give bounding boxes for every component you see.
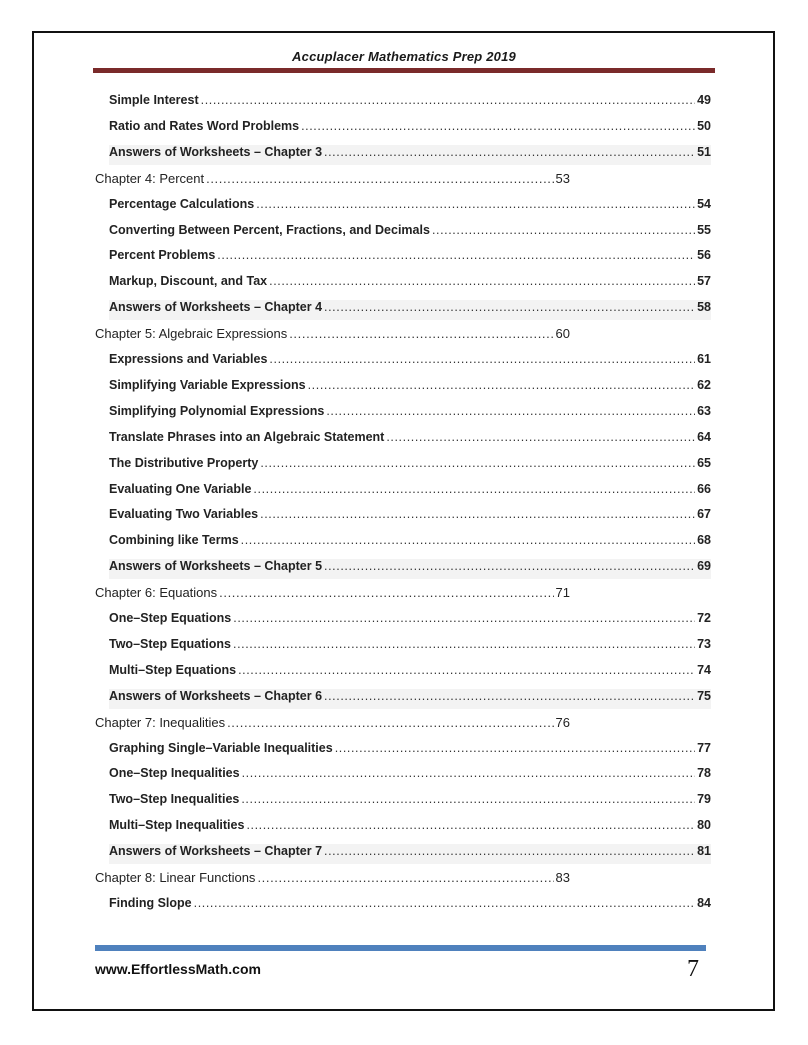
toc-page-number: 84 [697,896,711,910]
toc-title: Answers of Worksheets – Chapter 6 [109,689,323,703]
toc-title: Converting Between Percent, Fractions, and Decimals [109,223,430,237]
toc-entry-row[interactable] [109,300,711,320]
toc-dot-leader [269,274,695,288]
toc-dot-leader [246,818,695,832]
toc-title: Translate Phrases into an Algebraic Statement [109,430,385,444]
toc-title: Answers of Worksheets – Chapter 5 [109,559,323,573]
toc-title: Simplifying Variable Expressions [109,378,306,392]
toc-chapter-row[interactable] [95,715,570,735]
toc-page-number: 83 [555,870,570,885]
toc-title: Chapter 5: Algebraic Expressions [95,326,288,341]
toc-chapter-row[interactable] [95,585,570,605]
toc-entry-row[interactable] [109,404,711,424]
toc-page-number: 61 [697,352,711,366]
toc-dot-leader [242,766,696,780]
toc-dot-leader [219,585,553,600]
toc-dot-leader [227,715,553,730]
toc-dot-leader [201,93,695,107]
toc-page-number: 60 [555,326,570,341]
toc-dot-leader [301,119,695,133]
toc-title: One–Step Inequalities [109,766,240,780]
toc-entry-row[interactable] [109,507,711,527]
toc-title: One–Step Equations [109,611,232,625]
toc-entry-row[interactable] [109,533,711,553]
toc-dot-leader [324,559,695,573]
toc-title: Graphing Single–Variable Inequalities [109,741,333,755]
toc-dot-leader [324,145,695,159]
toc-entry-row[interactable] [109,378,711,398]
toc-dot-leader [241,792,695,806]
toc-entry-row[interactable] [109,430,711,450]
toc-title: Evaluating Two Variables [109,507,259,521]
toc-page-number: 62 [697,378,711,392]
toc-dot-leader [241,533,695,547]
toc-title: Multi–Step Equations [109,663,237,677]
toc-dot-leader [386,430,695,444]
footer-page-number: 7 [687,956,699,982]
toc-entry-row[interactable] [109,766,711,786]
toc-title: The Distributive Property [109,456,259,470]
toc-page-number: 68 [697,533,711,547]
toc-page-number: 63 [697,404,711,418]
toc-page-number: 69 [697,559,711,573]
toc-title: Ratio and Rates Word Problems [109,119,300,133]
toc-page-number: 81 [697,844,711,858]
toc-entry-row[interactable] [109,223,711,243]
toc-dot-leader [260,507,695,521]
toc-page-number: 66 [697,482,711,496]
toc-entry-row[interactable] [109,818,711,838]
toc-page-number: 79 [697,792,711,806]
toc-entry-row[interactable] [109,792,711,812]
toc-page-number: 67 [697,507,711,521]
toc-entry-row[interactable] [109,844,711,864]
toc-page-number: 80 [697,818,711,832]
toc-dot-leader [324,689,695,703]
toc-dot-leader [194,896,695,910]
toc-entry-row[interactable] [109,145,711,165]
toc-entry-row[interactable] [109,93,711,113]
toc-title: Answers of Worksheets – Chapter 4 [109,300,323,314]
toc-page-number: 54 [697,197,711,211]
toc-dot-leader [324,844,695,858]
toc-entry-row[interactable] [109,274,711,294]
toc-dot-leader [257,870,553,885]
header-rule [93,68,715,73]
toc-page-number: 50 [697,119,711,133]
toc-dot-leader [432,223,695,237]
toc-dot-leader [233,637,695,651]
toc-page-number: 65 [697,456,711,470]
toc-title: Percent Problems [109,248,216,262]
toc-title: Chapter 8: Linear Functions [95,870,256,885]
toc-title: Markup, Discount, and Tax [109,274,268,288]
toc-entry-row[interactable] [109,663,711,683]
toc-page-number: 64 [697,430,711,444]
toc-title: Two–Step Equations [109,637,231,651]
toc-title: Chapter 7: Inequalities [95,715,226,730]
toc-title: Expressions and Variables [109,352,268,366]
toc-dot-leader [289,326,553,341]
toc-entry-row[interactable] [109,352,711,372]
toc-dot-leader [206,171,553,186]
toc-title: Answers of Worksheets – Chapter 7 [109,844,323,858]
footer-website: www.EffortlessMath.com [95,961,261,977]
toc-entry-row[interactable] [109,248,711,268]
toc-dot-leader [324,300,695,314]
toc-page-number: 78 [697,766,711,780]
toc-dot-leader [308,378,695,392]
toc-dot-leader [256,197,695,211]
toc-title: Simplifying Polynomial Expressions [109,404,325,418]
toc-page-number: 71 [555,585,570,600]
toc-dot-leader [238,663,695,677]
toc-title: Multi–Step Inequalities [109,818,245,832]
toc-title: Percentage Calculations [109,197,255,211]
toc-page-number: 56 [697,248,711,262]
toc-title: Two–Step Inequalities [109,792,240,806]
toc-entry-row[interactable] [109,482,711,502]
toc-entry-row[interactable] [109,456,711,476]
toc-page-number: 73 [697,637,711,651]
toc-title: Simple Interest [109,93,199,107]
toc-entry-row[interactable] [109,896,711,916]
toc-page-number: 76 [555,715,570,730]
toc-dot-leader [217,248,695,262]
toc-entry-row[interactable] [109,611,711,631]
toc-page-number: 51 [697,145,711,159]
toc-page-number: 72 [697,611,711,625]
toc-dot-leader [260,456,695,470]
toc-dot-leader [326,404,695,418]
toc-chapter-row[interactable] [95,870,570,890]
toc-entry-row[interactable] [109,119,711,139]
toc-chapter-row[interactable] [95,326,570,346]
toc-entry-row[interactable] [109,689,711,709]
running-header-title: Accuplacer Mathematics Prep 2019 [292,49,516,64]
toc-title: Chapter 6: Equations [95,585,218,600]
toc-entry-row[interactable] [109,741,711,761]
toc-page-number: 74 [697,663,711,677]
footer-rule [95,945,706,951]
toc-page-number: 55 [697,223,711,237]
toc-entry-row[interactable] [109,559,711,579]
toc-chapter-row[interactable] [95,171,570,191]
toc-title: Evaluating One Variable [109,482,252,496]
toc-dot-leader [335,741,695,755]
toc-entry-row[interactable] [109,197,711,217]
toc-title: Chapter 4: Percent [95,171,205,186]
toc-page-number: 57 [697,274,711,288]
toc-title: Combining like Terms [109,533,239,547]
toc-dot-leader [269,352,695,366]
toc-page-number: 53 [555,171,570,186]
toc-title: Answers of Worksheets – Chapter 3 [109,145,323,159]
toc-dot-leader [253,482,695,496]
toc-page-number: 58 [697,300,711,314]
toc-page-number: 75 [697,689,711,703]
toc-entry-row[interactable] [109,637,711,657]
toc-title: Finding Slope [109,896,192,910]
toc-page-number: 77 [697,741,711,755]
toc-dot-leader [233,611,695,625]
toc-page-number: 49 [697,93,711,107]
